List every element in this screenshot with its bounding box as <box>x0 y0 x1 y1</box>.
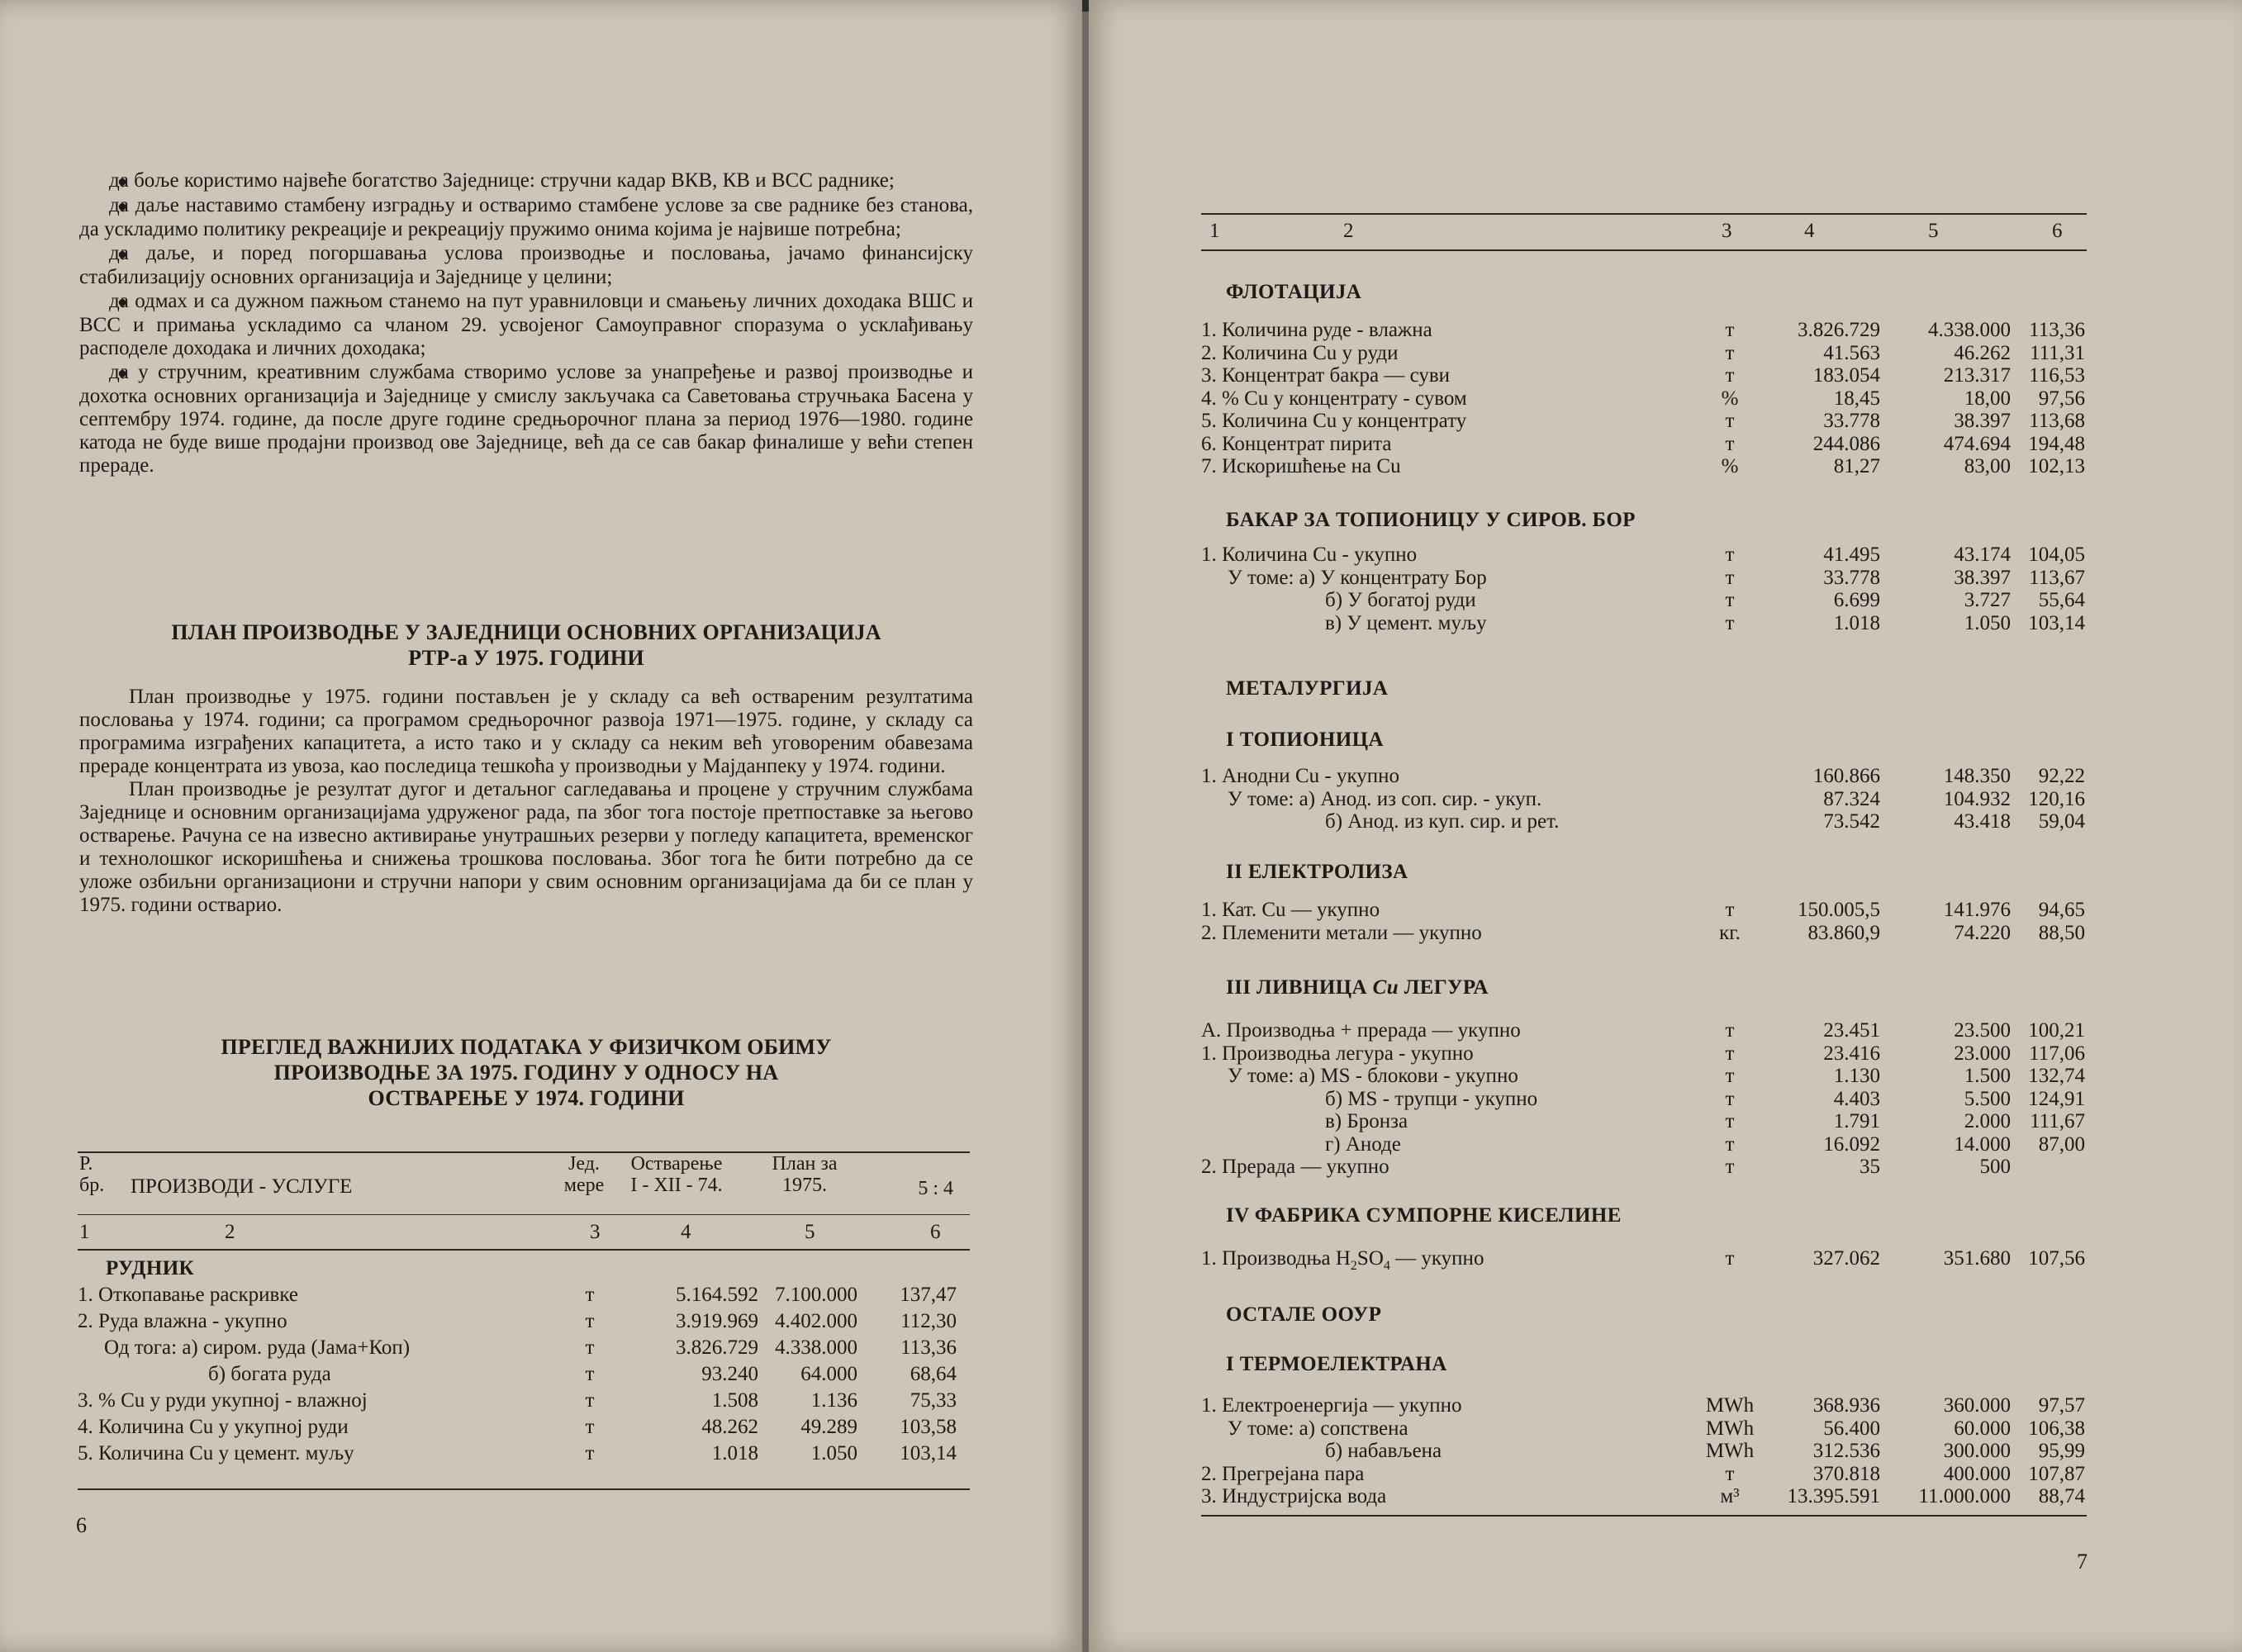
row-label: 2. Племенити метали — укупно <box>1201 921 1482 944</box>
row-plan: 360.000 <box>1943 1394 2011 1417</box>
table-row <box>78 1416 970 1439</box>
row-unit: т <box>1725 1042 1735 1065</box>
row-unit: т <box>1725 1462 1735 1485</box>
row-label: Од тога: а) сиром. руда (Јама+Коп) <box>104 1336 411 1359</box>
row-unit: т <box>1725 1110 1735 1132</box>
bullet-item: ● да у стручним, креативним службама створимо услове за унапређење и развој производње и дохотка основних организација и Заједнице у смислу закључака са Саветовања стручњака Басена у септембру 1974. године, да после друге године средњорочног плана за период 1976—1980. године катода не буде више продајни производ ове Заједнице, већ да се сав бакар финалише у већи степен прераде. <box>79 361 973 477</box>
col-plan-header: План за 1975. <box>772 1153 838 1196</box>
row-plan: 23.500 <box>1954 1019 2011 1042</box>
row-label: 1. Анодни Cu - укупно <box>1201 765 1399 787</box>
table-row <box>1201 387 2087 411</box>
row-realized: 41.563 <box>1823 341 1880 364</box>
row-realized: 23.451 <box>1823 1019 1880 1042</box>
production-table <box>78 1145 970 1492</box>
row-realized: 56.400 <box>1823 1417 1880 1440</box>
row-plan: 213.317 <box>1943 364 2011 387</box>
bullet-item: ● да одмах и са дужном пажњом станемо на пут уравниловци и смањењу личних доходака ВШС и ВСС и примања ускладимо са чланом 29. усвојеног Самоуправног споразума о усклађивању расподеле доходака и личних доходака; <box>79 290 973 360</box>
row-ratio: 111,31 <box>2030 341 2085 364</box>
row-unit: т <box>1725 589 1735 611</box>
row-label: 1. Производња легура - укупно <box>1201 1042 1474 1065</box>
row-ratio: 75,33 <box>910 1389 957 1412</box>
row-unit: т <box>1725 1065 1735 1087</box>
row-realized: 33.778 <box>1823 566 1880 589</box>
row-plan: 38.397 <box>1954 410 2011 432</box>
review-heading-line: ПРОИЗВОДЊЕ ЗА 1975. ГОДИНУ У ОДНОСУ НА <box>273 1061 779 1085</box>
table-row: 1. Производња $H_2SO_4$ — укупно т 327.062 351.680 107,56 <box>1201 1247 2085 1273</box>
row-realized: 33.778 <box>1823 410 1880 432</box>
row-ratio: 95,99 <box>2038 1440 2085 1462</box>
col-ratio-header: 5 : 4 <box>918 1178 953 1199</box>
review-heading-line: ОСТВАРЕЊЕ У 1974. ГОДИНИ <box>368 1086 685 1110</box>
row-ratio: 124,91 <box>2028 1087 2085 1110</box>
row-unit: т <box>1725 566 1735 589</box>
table-rule <box>78 1249 970 1251</box>
row-unit: т <box>585 1442 595 1464</box>
row-realized: 93.240 <box>701 1363 758 1385</box>
plan-heading-line: ПЛАН ПРОИЗВОДЊЕ У ЗАЈЕДНИЦИ ОСНОВНИХ ОРГАНИЗАЦИЈА <box>171 620 881 644</box>
row-plan: 1.136 <box>810 1389 857 1412</box>
row-ratio: 92,22 <box>2038 765 2085 787</box>
row-label: 1. Електроенергија — укупно <box>1201 1394 1462 1417</box>
row-plan: 7.100.000 <box>775 1284 857 1306</box>
row-unit: % <box>1721 455 1739 477</box>
row-plan: 300.000 <box>1943 1440 2011 1462</box>
row-plan: 74.220 <box>1954 921 2011 944</box>
table-row <box>1201 1065 2087 1088</box>
table-row <box>1201 455 2087 478</box>
table-row <box>1201 922 2087 945</box>
row-realized: 1.130 <box>1833 1065 1880 1087</box>
row-ratio: 88,50 <box>2038 921 2085 944</box>
row-realized: 160.866 <box>1812 765 1880 787</box>
table-row <box>1201 788 2087 811</box>
row-ratio: 106,38 <box>2028 1417 2085 1440</box>
row-plan: 23.000 <box>1954 1042 2011 1065</box>
row-plan: 1.500 <box>1964 1065 2011 1087</box>
table-row <box>1201 810 2087 833</box>
table-row <box>1201 1088 2087 1111</box>
row-unit: т <box>1725 1087 1735 1110</box>
table-row <box>1201 1156 2087 1179</box>
table-row <box>1201 319 2087 342</box>
table-row <box>78 1389 970 1412</box>
row-plan: 4.402.000 <box>775 1310 857 1332</box>
col-unit-header: Јед. мере <box>563 1153 605 1196</box>
row-realized: 183.054 <box>1812 364 1880 387</box>
row-realized: 18,45 <box>1833 387 1880 410</box>
row-unit: т <box>585 1336 595 1359</box>
row-unit: т <box>1725 1019 1735 1042</box>
row-unit: т <box>585 1284 595 1306</box>
row-ratio: 59,04 <box>2038 810 2085 833</box>
table-row <box>1201 899 2087 922</box>
section-heading: IV ФАБРИКА СУМПОРНЕ КИСЕЛИНЕ <box>1226 1204 1622 1227</box>
table-row <box>1201 589 2087 612</box>
table-row <box>1201 1417 2087 1441</box>
row-realized: 23.416 <box>1823 1042 1880 1065</box>
row-unit: т <box>1725 1132 1735 1156</box>
paragraph: План производње у 1975. години постављен је у складу са већ оствареним резултатима пословања у 1974. години; са програмом средњорочног развоја 1971—1975. године, у складу са програмима изграђених капацитета, а исто тако и у складу са неким већ уговореним обавезама прераде концентрата из увоза, као последица тешкоћа у производњи у Мајданпеку у 1974. години. <box>79 686 973 777</box>
col-rb-header: Р. бр. <box>79 1153 105 1196</box>
row-realized: 1.018 <box>1833 611 1880 634</box>
row-ratio: 113,67 <box>2029 566 2085 589</box>
section-heading: МЕТАЛУРГИЈА <box>1226 677 1389 700</box>
section-heading: I ТОПИОНИЦА <box>1226 729 1384 751</box>
row-unit: т <box>1725 341 1735 364</box>
row-plan: 1.050 <box>810 1442 857 1464</box>
row-label: 4. Количина Cu у укупној руди <box>78 1416 349 1438</box>
table-row <box>1201 1110 2087 1133</box>
table-rule <box>1201 213 2087 215</box>
row-label: А. Производња + прерада — укупно <box>1201 1019 1521 1042</box>
row-label: в) Бронза <box>1325 1110 1408 1132</box>
row-label: 2. Количина Cu у руди <box>1201 341 1399 364</box>
row-plan: 104.932 <box>1943 787 2011 810</box>
row-plan: 46.262 <box>1954 341 2011 364</box>
row-ratio: 97,56 <box>2038 387 2085 410</box>
table-row <box>78 1442 970 1465</box>
row-plan: 64.000 <box>800 1363 857 1385</box>
table-rule <box>78 1214 970 1215</box>
row-ratio: 120,16 <box>2028 787 2085 810</box>
row-plan: 60.000 <box>1954 1417 2011 1440</box>
row-ratio: 94,65 <box>2038 899 2085 921</box>
row-label: 2. Прегрејана пара <box>1201 1462 1365 1485</box>
bullet-item: ● да боље користимо највеће богатство Заједнице: стручни кадар ВКВ, КВ и ВСС раднике; <box>79 169 973 193</box>
table-row <box>1201 1394 2087 1417</box>
col-products-header: ПРОИЗВОДИ - УСЛУГЕ <box>131 1175 353 1198</box>
row-unit: т <box>1725 410 1735 432</box>
table-row <box>1201 1133 2087 1156</box>
bullet-list <box>79 169 973 478</box>
row-ratio: 194,48 <box>2028 432 2085 455</box>
row-ratio: 103,14 <box>900 1442 957 1464</box>
plan-text <box>79 686 973 917</box>
row-label: У томе: а) Анод. из соп. сир. - укуп. <box>1228 787 1542 810</box>
right-page <box>1089 0 2242 1652</box>
table-row <box>78 1363 970 1386</box>
row-label: 5. Количина Cu у концентрату <box>1201 410 1467 432</box>
row-label: 3. % Cu у руди укупној - влажној <box>78 1389 368 1412</box>
row-ratio: 104,05 <box>2028 544 2085 566</box>
row-unit: т <box>1725 611 1735 634</box>
row-plan: 43.418 <box>1954 810 2011 833</box>
row-ratio: 113,36 <box>900 1336 957 1359</box>
row-label: 3. Индустријска вода <box>1201 1485 1387 1507</box>
row-realized: 312.536 <box>1812 1440 1880 1462</box>
row-ratio: 68,64 <box>910 1363 957 1385</box>
row-ratio: 102,13 <box>2028 455 2085 477</box>
row-realized: 5.164.592 <box>676 1284 758 1306</box>
table-row <box>1201 410 2087 433</box>
row-realized: 83.860,9 <box>1807 921 1880 944</box>
row-label: 2. Прерада — укупно <box>1201 1156 1389 1178</box>
row-realized: 150.005,5 <box>1798 899 1880 921</box>
section-heading: БАКАР ЗА ТОПИОНИЦУ У СИРОВ. БОР <box>1226 509 1636 531</box>
row-label: 5. Количина Cu у цемент. муљу <box>78 1442 354 1464</box>
review-heading-line: ПРЕГЛЕД ВАЖНИЈИХ ПОДАТАКА У ФИЗИЧКОМ ОБИМУ <box>221 1035 832 1059</box>
table-row <box>1201 1463 2087 1486</box>
row-label: 6. Концентрат пирита <box>1201 432 1392 455</box>
row-unit: т <box>1725 899 1735 921</box>
row-ratio: 117,06 <box>2029 1042 2085 1065</box>
section-heading: I ТЕРМОЕЛЕКТРАНА <box>1226 1353 1447 1375</box>
table-rule <box>78 1488 970 1490</box>
row-label: 3. Концентрат бакра — суви <box>1201 364 1451 387</box>
row-label: 2. Руда влажна - укупно <box>78 1310 287 1332</box>
plan-heading-line: РТР-а У 1975. ГОДИНИ <box>408 646 644 670</box>
row-ratio: 113,68 <box>2029 410 2085 432</box>
row-realized: 3.826.729 <box>676 1336 758 1359</box>
row-realized: 3.919.969 <box>676 1310 758 1332</box>
row-label: У томе: а) У концентрату Бор <box>1228 566 1487 589</box>
row-label: 7. Искоришћење на Cu <box>1201 455 1401 477</box>
row-label: 1. Производња $H_2SO_4$ — укупно <box>1201 1247 1484 1273</box>
row-unit: MWh <box>1705 1440 1755 1462</box>
table-row <box>1201 765 2087 788</box>
row-unit: т <box>1725 364 1735 387</box>
row-plan: 49.289 <box>800 1416 857 1438</box>
section-heading: II ЕЛЕКТРОЛИЗА <box>1226 861 1408 883</box>
row-realized: 370.818 <box>1812 1462 1880 1485</box>
row-realized: 13.395.591 <box>1787 1485 1880 1507</box>
row-realized: 368.936 <box>1812 1394 1880 1417</box>
row-realized: 1.508 <box>711 1389 758 1412</box>
section-heading: ОСТАЛЕ ООУР <box>1226 1303 1382 1326</box>
row-realized: 48.262 <box>701 1416 758 1438</box>
row-unit: т <box>1725 319 1735 341</box>
row-realized: 6.699 <box>1833 589 1880 611</box>
table-row <box>1201 1440 2087 1463</box>
row-plan: 14.000 <box>1954 1132 2011 1156</box>
row-plan: 38.397 <box>1954 566 2011 589</box>
table-row <box>1201 1485 2087 1508</box>
row-plan: 83,00 <box>1964 455 2011 477</box>
row-ratio: 55,64 <box>2038 589 2085 611</box>
row-realized: 1.791 <box>1833 1110 1880 1132</box>
table-row <box>1201 1042 2087 1066</box>
section-heading: РУДНИК <box>106 1257 195 1279</box>
row-unit: т <box>585 1363 595 1385</box>
row-plan: 148.350 <box>1943 765 2011 787</box>
section-heading: III ЛИВНИЦА Cu ЛЕГУРА <box>1226 976 1489 999</box>
col-realized-header: Остварење I - XII - 74. <box>630 1153 723 1196</box>
row-unit: кг. <box>1719 921 1741 944</box>
table-row <box>78 1310 970 1333</box>
table-rule <box>1201 1515 2087 1517</box>
table-row <box>78 1336 970 1360</box>
production-table-continued <box>1201 213 2087 1518</box>
row-ratio: 137,47 <box>900 1284 957 1306</box>
row-plan: 474.694 <box>1943 432 2011 455</box>
table-row <box>1201 342 2087 365</box>
row-plan: 11.000.000 <box>1918 1485 2011 1507</box>
left-page <box>0 0 1082 1652</box>
row-ratio: 111,67 <box>2030 1110 2085 1132</box>
paragraph: План производње је резултат дугог и детаљног сагледавања и процене у стручним службама Заједнице и основним организацијама удруженог рада, па због тога постоје претпоставке за његово остварење. Рачуна се на извесно активирање унутрашњих резерви у погледу капацитета, временског и технолошког искоришћења и снижења трошкова пословања. Због тога ће бити потребно да се уложе озбиљни организациони и стручни напори у свим основним организацијама да би се план у 1975. години остварио. <box>79 778 973 916</box>
row-realized: 81,27 <box>1833 455 1880 477</box>
row-unit: т <box>585 1310 595 1332</box>
row-unit: м³ <box>1720 1485 1740 1507</box>
table-row <box>1201 1019 2087 1042</box>
row-realized: 87.324 <box>1823 787 1880 810</box>
row-ratio: 97,57 <box>2038 1394 2085 1417</box>
row-label: б) MS - трупци - укупно <box>1325 1087 1538 1110</box>
page-number: 7 <box>2077 1550 2088 1574</box>
row-label: б) У богатој руди <box>1325 589 1476 611</box>
col-number-row: 1 2 3 4 5 6 <box>79 1221 941 1243</box>
row-unit: т <box>1725 544 1735 566</box>
col-number-row: 1 2 3 4 5 6 <box>1209 220 2063 242</box>
row-ratio: 116,53 <box>2029 364 2085 387</box>
row-label: 1. Количина Cu - укупно <box>1201 544 1418 566</box>
row-ratio: 103,58 <box>900 1416 957 1438</box>
row-realized: 1.018 <box>711 1442 758 1464</box>
row-realized: 4.403 <box>1833 1087 1880 1110</box>
row-label: б) Анод. из куп. сир. и рет. <box>1325 810 1560 833</box>
plan-heading <box>79 620 973 671</box>
row-unit: MWh <box>1705 1417 1755 1440</box>
row-realized: 73.542 <box>1823 810 1880 833</box>
section-heading: ФЛОТАЦИЈА <box>1226 281 1362 303</box>
row-label: в) У цемент. муљу <box>1325 611 1487 634</box>
table-row <box>1201 567 2087 590</box>
row-ratio: 87,00 <box>2038 1132 2085 1156</box>
row-label: г) Аноде <box>1325 1132 1401 1156</box>
row-realized: 41.495 <box>1823 544 1880 566</box>
table-row <box>1201 612 2087 635</box>
row-ratio: 132,74 <box>2028 1065 2085 1087</box>
row-label: У томе: а) сопствена <box>1228 1417 1408 1440</box>
row-plan: 141.976 <box>1943 899 2011 921</box>
row-ratio: 100,21 <box>2028 1019 2085 1042</box>
table-rule <box>1201 249 2087 251</box>
bullet-item: ● да даље наставимо стамбену изградњу и остваримо стамбене услове за све раднике без станова, да ускладимо политику рекреације и рекреацију пружимо онима којима је највише потребна; <box>79 194 973 241</box>
row-label: 1. Количина руде - влажна <box>1201 319 1432 341</box>
row-label: 1. Откопавање раскривке <box>78 1284 298 1306</box>
row-realized: 16.092 <box>1823 1132 1880 1156</box>
row-plan: 4.338.000 <box>775 1336 857 1359</box>
review-heading <box>79 1034 973 1111</box>
row-plan: 43.174 <box>1954 544 2011 566</box>
row-plan: 2.000 <box>1964 1110 2011 1132</box>
row-unit: т <box>1725 1156 1735 1178</box>
row-plan: 5.500 <box>1964 1087 2011 1110</box>
row-unit: MWh <box>1705 1394 1755 1417</box>
table-row <box>1201 364 2087 387</box>
row-unit: т <box>585 1389 595 1412</box>
row-realized: 3.826.729 <box>1798 319 1880 341</box>
bullet-item: ● да даље, и поред погоршавања услова производње и пословања, јачамо финансијску стабилизацију основних организација и Заједнице у целини; <box>79 242 973 289</box>
row-label: 1. Кат. Cu — укупно <box>1201 899 1380 921</box>
row-plan: 1.050 <box>1964 611 2011 634</box>
row-plan: 400.000 <box>1943 1462 2011 1485</box>
table-row <box>1201 544 2087 567</box>
row-unit: т <box>1725 432 1735 455</box>
row-realized: 244.086 <box>1812 432 1880 455</box>
row-label: б) набављена <box>1325 1440 1442 1462</box>
table-row <box>78 1284 970 1307</box>
row-ratio: 88,74 <box>2038 1485 2085 1507</box>
row-label: б) богата руда <box>208 1363 331 1385</box>
row-plan: 500 <box>1979 1156 2011 1178</box>
row-unit: % <box>1721 387 1739 410</box>
row-label: У томе: а) MS - блокови - укупно <box>1228 1065 1518 1087</box>
row-plan: 3.727 <box>1964 589 2011 611</box>
row-unit: т <box>585 1416 595 1438</box>
row-label: 4. % Cu у концентрату - сувом <box>1201 387 1467 410</box>
row-plan: 18,00 <box>1964 387 2011 410</box>
row-ratio: 107,87 <box>2028 1462 2085 1485</box>
page-number: 6 <box>76 1513 87 1537</box>
row-plan: 4.338.000 <box>1928 319 2011 341</box>
row-ratio: 103,14 <box>2028 611 2085 634</box>
row-ratio: 113,36 <box>2029 319 2085 341</box>
row-ratio: 112,30 <box>900 1310 957 1332</box>
row-realized: 35 <box>1860 1156 1880 1178</box>
table-row <box>1201 433 2087 456</box>
